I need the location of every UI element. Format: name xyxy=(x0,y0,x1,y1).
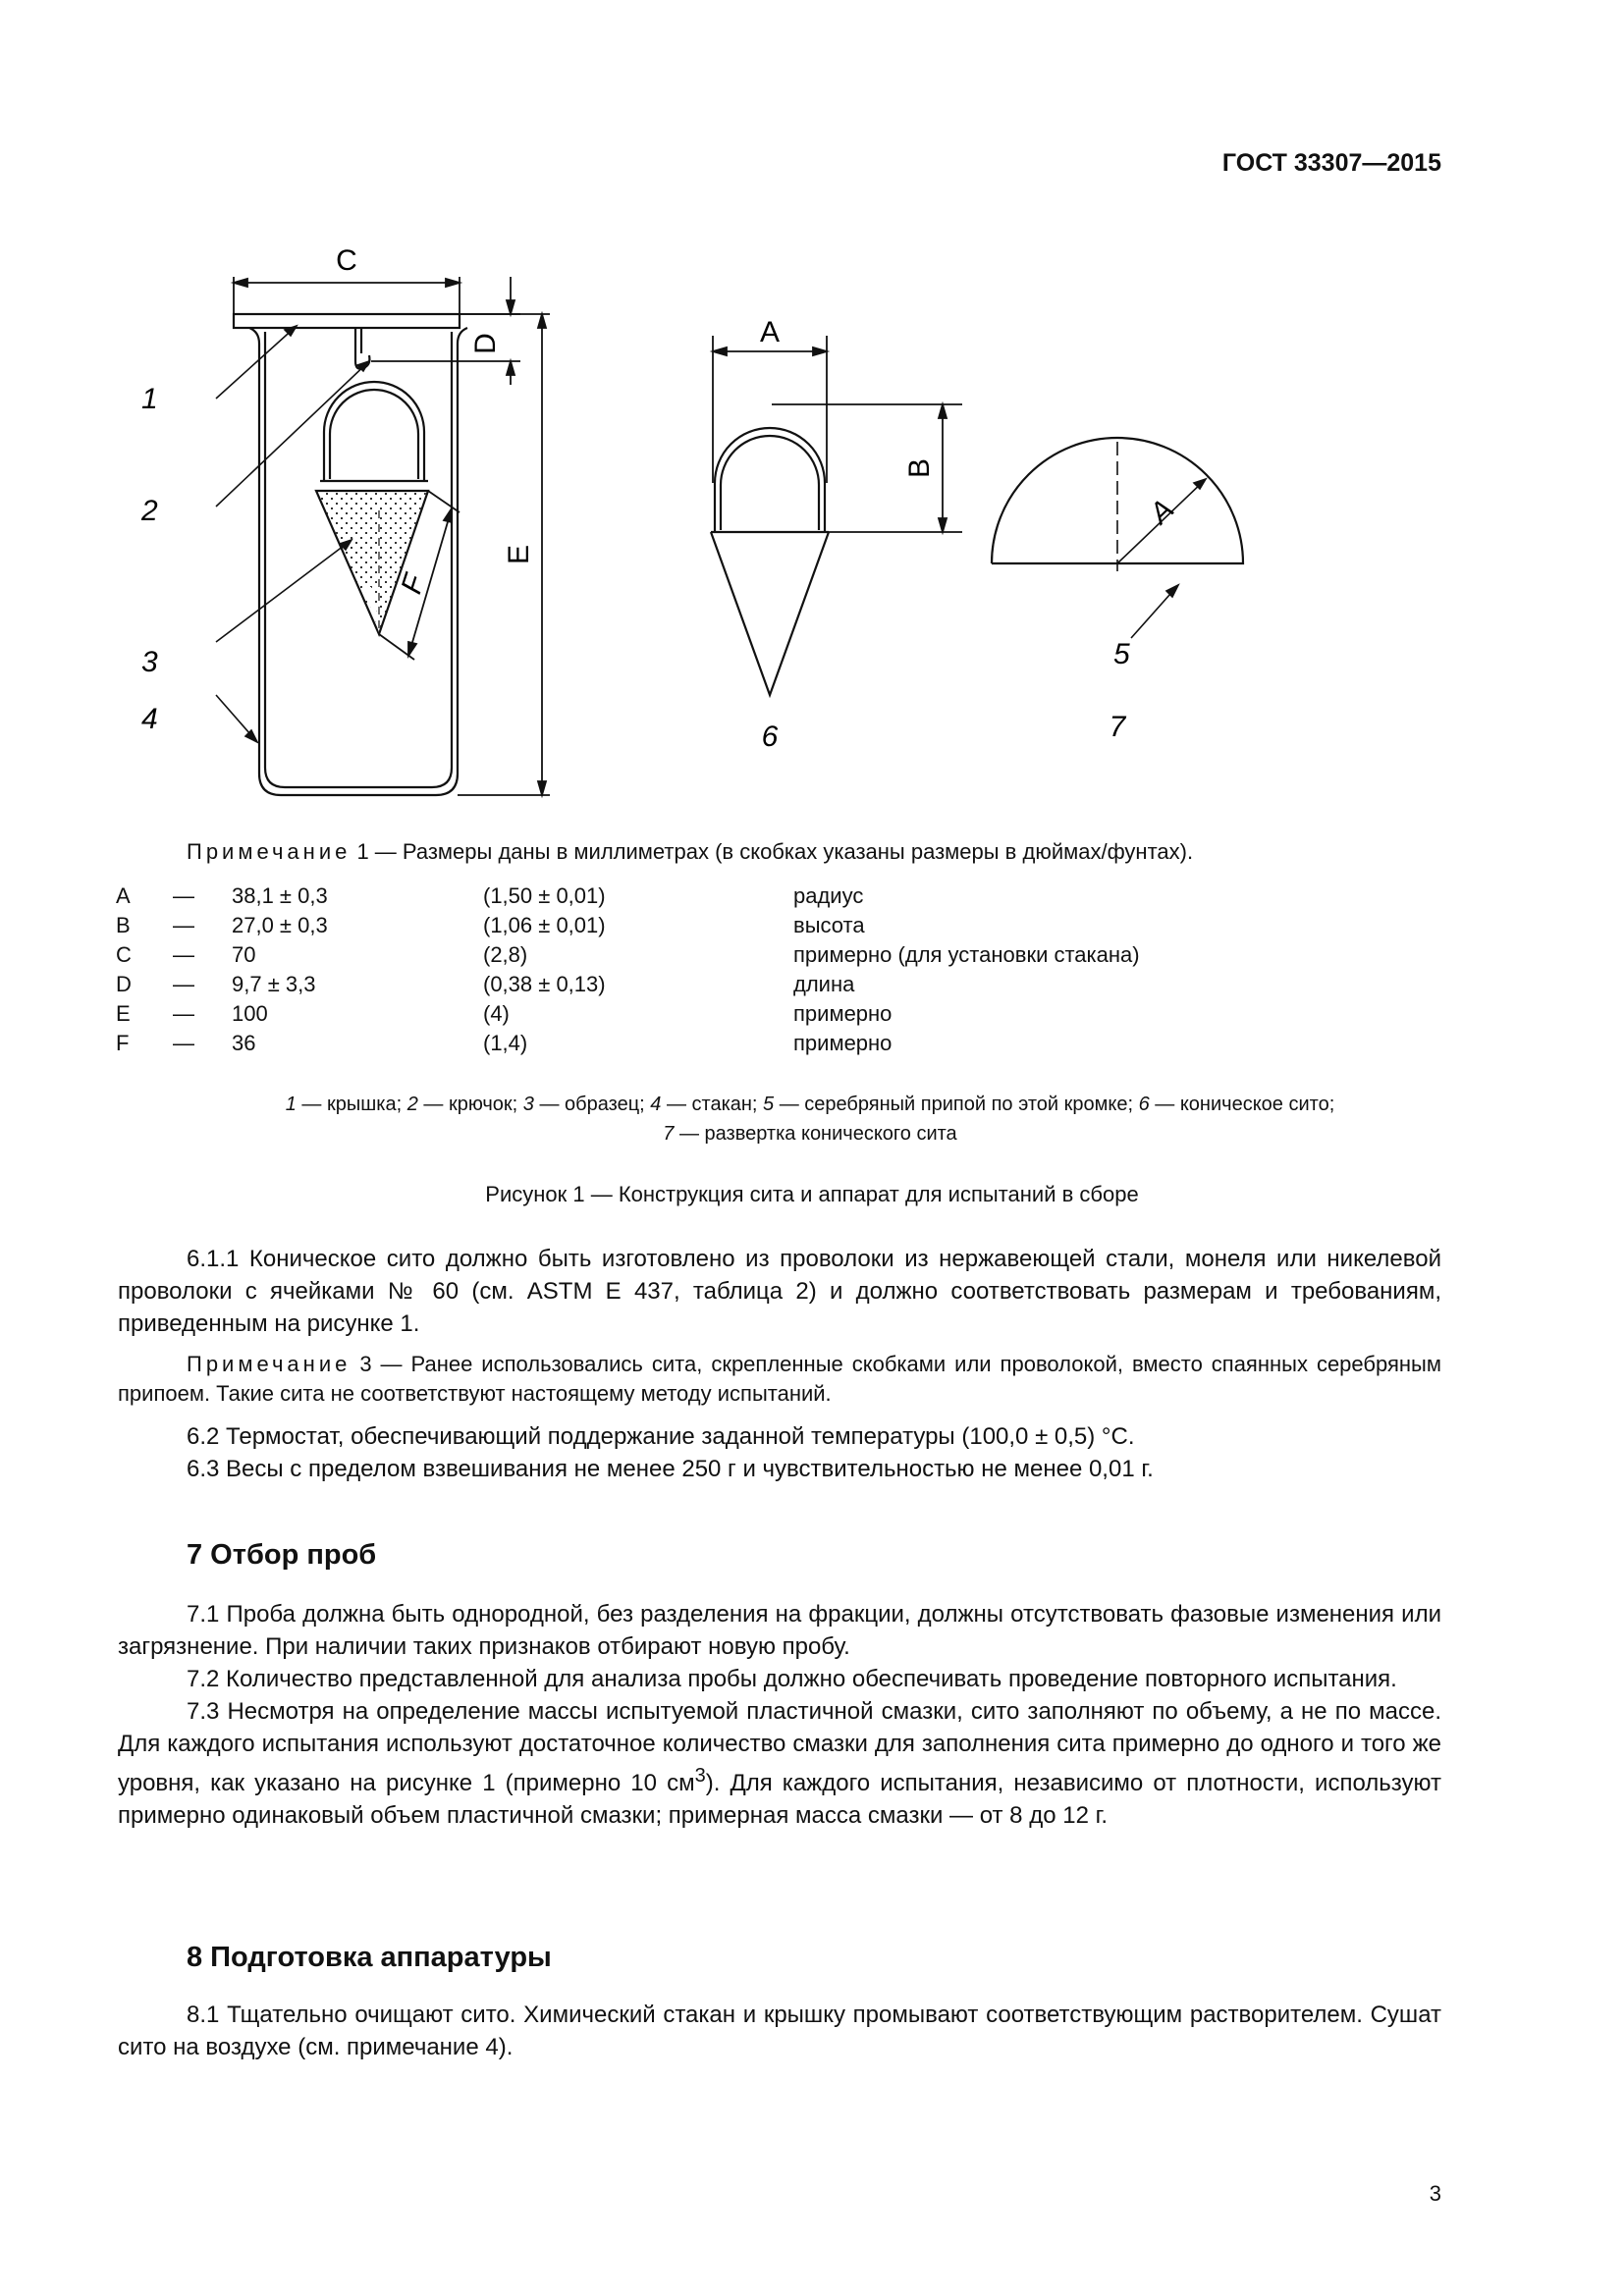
cone-development-details xyxy=(1117,442,1206,638)
dim-inch: (4) xyxy=(483,1001,510,1026)
paragraph-8-1: 8.1 Тщательно очищают сито. Химический стакан и крышку промывают соответствующим растворителем. Сушат сито на воздухе (см. примечание 4). xyxy=(118,2002,1441,2060)
dim-letter: A xyxy=(116,883,131,908)
paragraph-6-3: 6.3 Весы с пределом взвешивания не менее 250 г и чувствительностью не менее 0,01 г. xyxy=(187,1456,1154,1482)
dim-inch: (1,4) xyxy=(483,1031,528,1055)
dimension-row xyxy=(116,942,1140,972)
legend-text: — развертка конического сита xyxy=(674,1123,957,1145)
callout-5: 5 xyxy=(1113,638,1130,670)
dim-label-a: A xyxy=(759,316,781,348)
dimension-c xyxy=(234,277,460,314)
dim-inch: (2,8) xyxy=(483,942,528,967)
callout-2: 2 xyxy=(141,495,158,527)
dim-inch: (0,38 ± 0,13) xyxy=(483,972,606,996)
legend-num: 3 xyxy=(522,1094,534,1115)
dim-desc: радиус xyxy=(793,883,864,908)
dimension-row xyxy=(116,913,1140,942)
note-1-text: 1 — Размеры даны в миллиметрах (в скобках указаны размеры в дюймах/фунтах). xyxy=(351,839,1194,864)
paragraph-7-2: 7.2 Количество представленной для анализа пробы должно обеспечивать проведение повторного испытания. xyxy=(187,1666,1397,1692)
dim-dash: — xyxy=(173,883,194,908)
callout-6: 6 xyxy=(761,721,779,753)
legend-num: 6 xyxy=(1138,1094,1150,1115)
section-6-block xyxy=(118,1243,1441,1485)
dimension-row xyxy=(116,1001,1140,1031)
legend-text: — коническое сито; xyxy=(1149,1094,1335,1115)
dimensions-table xyxy=(116,883,1140,1060)
dim-label-a-radius: A xyxy=(1143,493,1181,530)
dim-letter: C xyxy=(116,942,132,967)
note-1 xyxy=(187,839,1193,865)
legend-num: 1 xyxy=(285,1094,297,1115)
sieve-apparatus-figure xyxy=(141,216,1384,825)
conical-sieve-drawing xyxy=(711,428,829,695)
dimension-d xyxy=(371,277,520,385)
dim-inch: (1,06 ± 0,01) xyxy=(483,913,606,937)
dim-dash: — xyxy=(173,972,194,996)
figure-legend xyxy=(147,1090,1473,1148)
dim-label-e: Е xyxy=(503,544,535,565)
paragraph-6-2: 6.2 Термостат, обеспечивающий поддержание заданной температуры (100,0 ± 0,5) °С. xyxy=(187,1423,1135,1450)
figure-caption: Рисунок 1 — Конструкция сита и аппарат для испытаний в сборе xyxy=(485,1182,1139,1206)
dim-desc: примерно xyxy=(793,1001,893,1026)
dim-letter: B xyxy=(116,913,131,937)
note-3-text: 3 — Ранее использовались сита, скрепленные скобками или проволокой, вместо спаянных серебряным припоем. Такие сита не соответствуют настоящему методу испытаний. xyxy=(118,1352,1441,1406)
legend-text: — стакан; xyxy=(661,1094,764,1115)
dim-letter: F xyxy=(116,1031,130,1055)
legend-text: — крючок; xyxy=(417,1094,523,1115)
dimension-row xyxy=(116,883,1140,913)
dim-mm: 27,0 ± 0,3 xyxy=(232,913,328,937)
paragraph-7-1: 7.1 Проба должна быть однородной, без разделения на фракции, должны отсутствовать фазовые изменения или загрязнение. При наличии таких признаков отбирают новую пробу. xyxy=(118,1601,1441,1660)
legend-num: 2 xyxy=(406,1094,418,1115)
dim-label-b: B xyxy=(903,457,936,479)
dim-desc: примерно xyxy=(793,1031,893,1055)
dim-label-c: C xyxy=(336,244,357,277)
dim-desc: примерно (для установки стакана) xyxy=(793,942,1140,967)
legend-num: 4 xyxy=(650,1094,662,1115)
document-number: ГОСТ 33307—2015 xyxy=(1221,149,1441,177)
dim-mm: 70 xyxy=(232,942,256,967)
note-1-label: Примечание xyxy=(187,839,352,864)
legend-num: 7 xyxy=(663,1123,675,1145)
dim-desc: длина xyxy=(793,972,855,996)
legend-text: — крышка; xyxy=(296,1094,407,1115)
dim-dash: — xyxy=(173,913,194,937)
dimension-a-sieve xyxy=(713,336,962,532)
legend-text: — серебряный припой по этой кромке; xyxy=(774,1094,1139,1115)
paragraph-7-3 xyxy=(118,1695,1441,1832)
section-8-block xyxy=(118,1999,1441,2063)
paragraph-7-3-sup: 3 xyxy=(694,1765,706,1787)
section-8-heading: 8 Подготовка аппаратуры xyxy=(187,1942,552,1973)
dim-mm: 100 xyxy=(232,1001,268,1026)
legend-num: 5 xyxy=(763,1094,775,1115)
paragraph-6-1-1: 6.1.1 Коническое сито должно быть изготовлено из проволоки из нержавеющей стали, монеля или никелевой проволоки с ячейками № 60 (см. ASTM E 437, таблица 2) и должно соответствовать размерам и требованиям, приведенным на рисунке 1. xyxy=(118,1246,1441,1337)
dim-dash: — xyxy=(173,1031,194,1055)
legend-text: — образец; xyxy=(533,1094,651,1115)
dim-label-f: F xyxy=(395,570,432,598)
paragraph-7-3-part-1: 7.3 Несмотря на определение массы испытуемой пластичной смазки, сито заполняют по объему, а не по массе. Для каждого испытания используют достаточное количество смазки для заполнения сита примерно до одного и того же уровня, как указано на рисунке 1 (примерно 10 см xyxy=(118,1698,1441,1796)
dim-desc: высота xyxy=(793,913,865,937)
callout-1: 1 xyxy=(141,383,158,415)
dim-label-d: D xyxy=(469,333,502,354)
dim-mm: 9,7 ± 3,3 xyxy=(232,972,316,996)
dim-mm: 38,1 ± 0,3 xyxy=(232,883,328,908)
dim-mm: 36 xyxy=(232,1031,256,1055)
note-3 xyxy=(118,1350,1441,1409)
dim-dash: — xyxy=(173,942,194,967)
dim-dash: — xyxy=(173,1001,194,1026)
dim-inch: (1,50 ± 0,01) xyxy=(483,883,606,908)
dimension-row xyxy=(116,972,1140,1001)
section-7-block xyxy=(118,1598,1441,1832)
note-3-label: Примечание xyxy=(187,1352,352,1376)
section-7-heading: 7 Отбор проб xyxy=(187,1539,377,1571)
dimension-row xyxy=(116,1031,1140,1060)
callout-3: 3 xyxy=(141,646,158,678)
paragraph-7-3-part-2: ). Для каждого испытания, независимо от плотности, используют примерно одинаковый объем пластичной смазки; примерная масса смазки — от 8 до 12 г. xyxy=(118,1770,1441,1829)
dim-letter: E xyxy=(116,1001,131,1026)
callout-4: 4 xyxy=(141,703,158,735)
page-number: 3 xyxy=(1429,2181,1441,2206)
dim-letter: D xyxy=(116,972,132,996)
callout-7: 7 xyxy=(1109,711,1126,743)
